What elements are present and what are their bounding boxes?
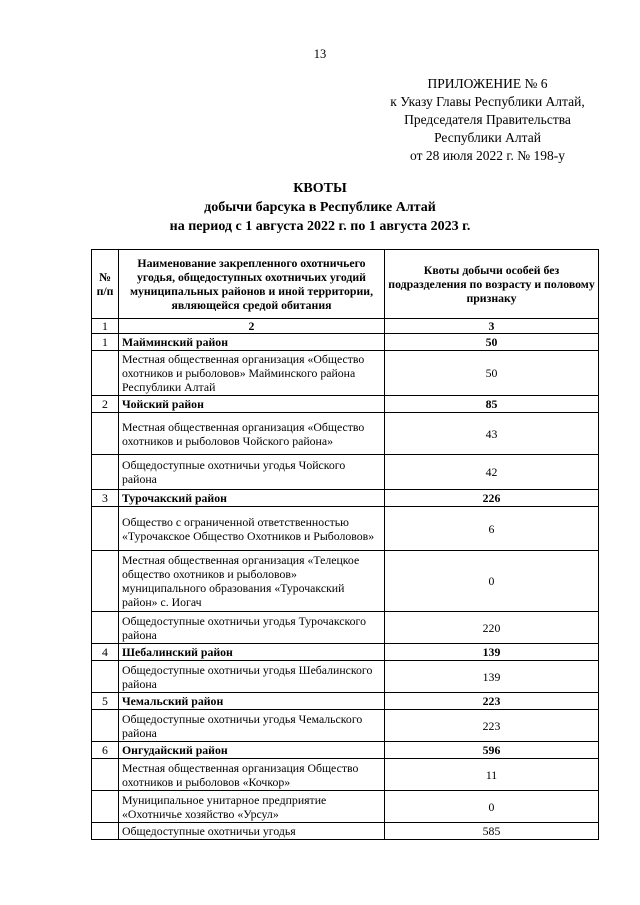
quota-value: 6 — [385, 507, 599, 551]
hunting-ground-name: Муниципальное унитарное предприятие «Охотничье хозяйство «Урсул» — [119, 791, 385, 823]
quota-value: 42 — [385, 455, 599, 490]
row-number — [92, 455, 119, 490]
appendix-line: к Указу Главы Республики Алтай, — [390, 94, 585, 109]
district-name: Онгудайский район — [119, 742, 385, 759]
row-number — [92, 759, 119, 791]
hunting-ground-name: Местная общественная организация Общество охотников и рыболовов «Кочкор» — [119, 759, 385, 791]
district-row — [92, 693, 599, 710]
district-name: Чемальский район — [119, 693, 385, 710]
table-row — [92, 351, 599, 396]
title-line-1: КВОТЫ — [293, 181, 347, 196]
table-row — [92, 455, 599, 490]
quota-value: 220 — [385, 612, 599, 644]
row-number — [92, 507, 119, 551]
quota-value: 139 — [385, 644, 599, 661]
district-row — [92, 334, 599, 351]
quota-value: 226 — [385, 490, 599, 507]
header-name: Наименование закрепленного охотничьего угодья, общедоступных охотничьих угодий муниципальных районов и иной территории, являющейся средой обитания — [119, 250, 385, 319]
appendix-block — [360, 75, 615, 165]
district-row — [92, 742, 599, 759]
table-row — [92, 710, 599, 742]
table-row — [92, 759, 599, 791]
column-numbering-row — [92, 319, 599, 334]
hunting-ground-name: Общедоступные охотничьи угодья — [119, 823, 385, 840]
appendix-line: ПРИЛОЖЕНИЕ № 6 — [427, 76, 548, 91]
row-number — [92, 823, 119, 840]
hunting-ground-name: Общедоступные охотничьи угодья Турочакского района — [119, 612, 385, 644]
page-number: 13 — [313, 47, 327, 61]
quota-value: 85 — [385, 396, 599, 413]
row-number — [92, 351, 119, 396]
table-row — [92, 413, 599, 455]
quota-value: 0 — [385, 551, 599, 612]
row-number — [92, 791, 119, 823]
appendix-line: от 28 июля 2022 г. № 198-у — [410, 148, 565, 163]
table-row — [92, 823, 599, 840]
quota-value: 223 — [385, 710, 599, 742]
row-number — [92, 661, 119, 693]
hunting-ground-name: Местная общественная организация «Общество охотников и рыболовов Чойского района» — [119, 413, 385, 455]
quota-value: 50 — [385, 351, 599, 396]
table-row — [92, 612, 599, 644]
quota-value: 50 — [385, 334, 599, 351]
document-title — [0, 179, 640, 236]
district-name: Турочакский район — [119, 490, 385, 507]
column-number: 3 — [385, 319, 599, 334]
district-name: Чойский район — [119, 396, 385, 413]
quota-value: 0 — [385, 791, 599, 823]
quota-value: 11 — [385, 759, 599, 791]
district-row — [92, 644, 599, 661]
row-number: 2 — [92, 396, 119, 413]
hunting-ground-name: Местная общественная организация «Общество охотников и рыболовов» Майминского района Республики Алтай — [119, 351, 385, 396]
header-quota: Квоты добычи особей без подразделения по возрасту и половому признаку — [385, 250, 599, 319]
appendix-line: Республики Алтай — [434, 130, 541, 145]
title-line-3: на период с 1 августа 2022 г. по 1 августа 2023 г. — [169, 219, 471, 234]
hunting-ground-name: Общедоступные охотничьи угодья Чойского района — [119, 455, 385, 490]
row-number: 1 — [92, 334, 119, 351]
quota-value: 223 — [385, 693, 599, 710]
table-row — [92, 551, 599, 612]
appendix-line: Председателя Правительства — [404, 112, 571, 127]
quota-table — [91, 249, 599, 840]
quota-value: 139 — [385, 661, 599, 693]
row-number: 5 — [92, 693, 119, 710]
column-number: 2 — [119, 319, 385, 334]
row-number: 4 — [92, 644, 119, 661]
quota-value: 585 — [385, 823, 599, 840]
district-name: Майминский район — [119, 334, 385, 351]
column-number: 1 — [92, 319, 119, 334]
table-row — [92, 661, 599, 693]
quota-value: 596 — [385, 742, 599, 759]
hunting-ground-name: Общество с ограниченной ответственностью «Турочакское Общество Охотников и Рыболовов» — [119, 507, 385, 551]
row-number — [92, 612, 119, 644]
district-row — [92, 396, 599, 413]
district-name: Шебалинский район — [119, 644, 385, 661]
table-row — [92, 791, 599, 823]
title-line-2: добычи барсука в Республике Алтай — [204, 200, 436, 215]
row-number: 6 — [92, 742, 119, 759]
row-number — [92, 413, 119, 455]
district-row — [92, 490, 599, 507]
hunting-ground-name: Местная общественная организация «Телецкое общество охотников и рыболовов» муниципального образования «Турочакский район» с. Иогач — [119, 551, 385, 612]
hunting-ground-name: Общедоступные охотничьи угодья Чемальского района — [119, 710, 385, 742]
row-number — [92, 710, 119, 742]
hunting-ground-name: Общедоступные охотничьи угодья Шебалинского района — [119, 661, 385, 693]
quota-value: 43 — [385, 413, 599, 455]
row-number — [92, 551, 119, 612]
table-row — [92, 507, 599, 551]
row-number: 3 — [92, 490, 119, 507]
header-num: № п/п — [92, 250, 119, 319]
